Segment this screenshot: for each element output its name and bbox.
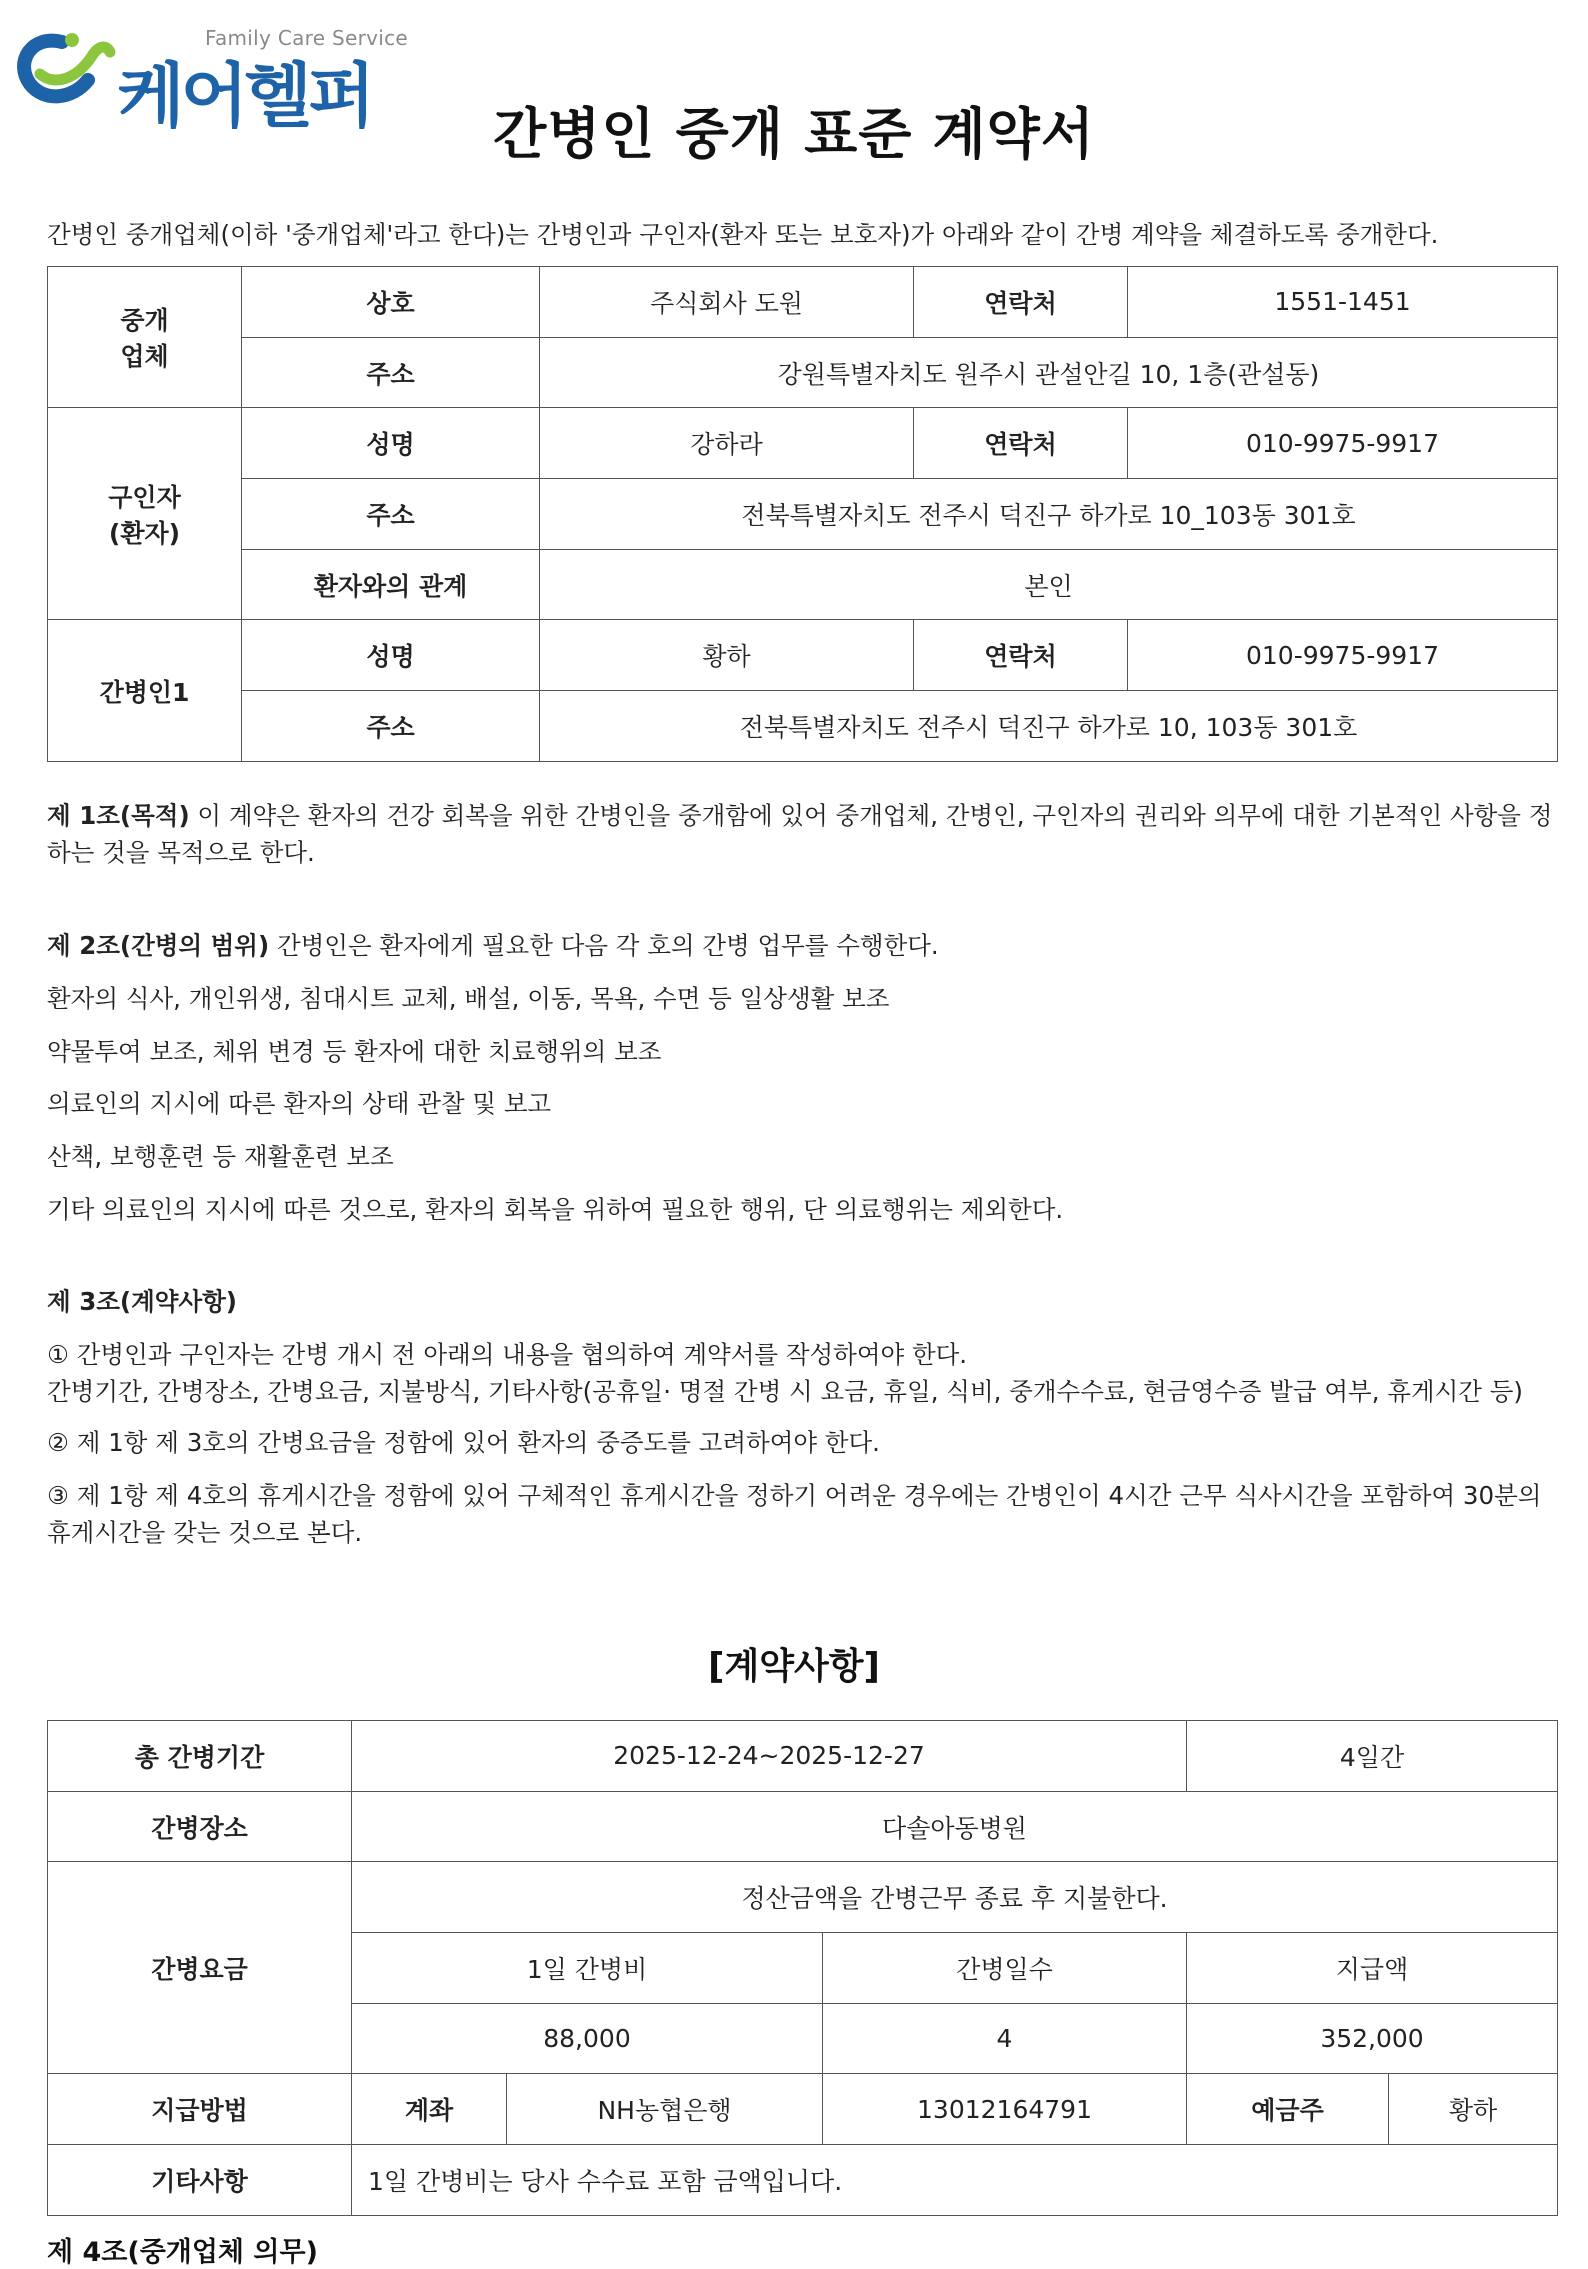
table-row	[48, 691, 1558, 762]
table-row	[48, 408, 1558, 479]
document-title: 간병인 중개 표준 계약서	[493, 102, 1095, 166]
caregiver-contact-label: 연락처	[914, 620, 1128, 691]
account-label: 계좌	[352, 2074, 507, 2145]
broker-label-line2: 업체	[120, 342, 169, 372]
period-label: 총 간병기간	[48, 1721, 352, 1792]
client-address-label: 주소	[242, 479, 540, 550]
parties-table	[47, 266, 1558, 762]
article-2-item: 산책, 보행훈련 등 재활훈련 보조	[47, 1142, 394, 1171]
broker-label-line1: 중개	[120, 306, 169, 336]
broker-section-label	[48, 267, 242, 408]
article-3-paragraph-3: ③ 제 1항 제 4호의 휴게시간을 정함에 있어 구체적인 휴게시간을 정하기 어려운 경우에는 간병인이 4시간 근무 식사시간을 포함하여 30분의 휴게시간을 갖는 것으로 본다.	[47, 1481, 1542, 1547]
article-4-heading-cut: 제 4조(중개업체 의무)	[47, 2237, 318, 2268]
fee-note: 정산금액을 간병근무 종료 후 지불한다.	[352, 1862, 1558, 1933]
client-contact-value: 010-9975-9917	[1128, 408, 1558, 479]
article-1-text: 이 계약은 환자의 건강 회복을 위한 간병인을 중개함에 있어 중개업체, 간병인, 구인자의 권리와 의무에 대한 기본적인 사항을 정하는 것을 목적으로 한다.	[47, 801, 1553, 867]
article-2-heading: 제 2조(간병의 범위)	[47, 931, 270, 960]
caregiver-contact-value: 010-9975-9917	[1128, 620, 1558, 691]
fee-label: 간병요금	[48, 1862, 352, 2074]
broker-contact-label: 연락처	[914, 267, 1128, 338]
place-label: 간병장소	[48, 1791, 352, 1862]
article-2-item: 의료인의 지시에 따른 환자의 상태 관찰 및 보고	[47, 1089, 552, 1118]
etc-value: 1일 간병비는 당사 수수료 포함 금액입니다.	[352, 2145, 1558, 2216]
client-section-label	[48, 408, 242, 620]
days-value: 4	[823, 2003, 1187, 2074]
caregiver-name-value: 황하	[540, 620, 914, 691]
contract-section-title: [계약사항]	[707, 1646, 880, 1687]
period-days: 4일간	[1187, 1721, 1558, 1792]
article-2-text: 간병인은 환자에게 필요한 다음 각 호의 간병 업무를 수행한다.	[269, 931, 939, 960]
article-1-heading: 제 1조(목적)	[47, 801, 190, 830]
broker-contact-value: 1551-1451	[1128, 267, 1558, 338]
client-relation-value: 본인	[540, 549, 1558, 620]
total-label: 지급액	[1187, 1933, 1558, 2004]
logo-brand: 케어헬퍼	[117, 55, 372, 137]
article-3-paragraph-1	[47, 1336, 1557, 1410]
article-3-heading-text: 제 3조(계약사항)	[47, 1287, 237, 1316]
holder-value: 황하	[1389, 2074, 1558, 2145]
caregiver-section-label: 간병인1	[48, 620, 242, 761]
bank-value: NH농협은행	[507, 2074, 823, 2145]
days-label: 간병일수	[823, 1933, 1187, 2004]
table-row	[48, 2074, 1558, 2145]
table-row	[48, 1791, 1558, 1862]
table-row	[48, 2145, 1558, 2216]
client-label-line1: 구인자	[108, 482, 181, 512]
table-row	[48, 479, 1558, 550]
table-row	[48, 1862, 1558, 1933]
intro-text: 간병인 중개업체(이하 '중개업체'라고 한다)는 간병인과 구인자(환자 또는 보호자)가 아래와 같이 간병 계약을 체결하도록 중개한다.	[47, 220, 1439, 249]
caregiver-name-label: 성명	[242, 620, 540, 691]
payment-label: 지급방법	[48, 2074, 352, 2145]
article-1	[47, 797, 1557, 871]
client-relation-label: 환자와의 관계	[242, 549, 540, 620]
article-3-p1-line1: ① 간병인과 구인자는 간병 개시 전 아래의 내용을 협의하여 계약서를 작성하여야 한다.	[47, 1340, 968, 1369]
article-2-item: 환자의 식사, 개인위생, 침대시트 교체, 배설, 이동, 목욕, 수면 등 일상생활 보조	[47, 984, 890, 1013]
etc-label: 기타사항	[48, 2145, 352, 2216]
period-value: 2025-12-24~2025-12-27	[352, 1721, 1187, 1792]
caregiver-address-value: 전북특별자치도 전주시 덕진구 하가로 10, 103동 301호	[540, 691, 1558, 762]
place-value: 다솔아동병원	[352, 1791, 1558, 1862]
total-value: 352,000	[1187, 2003, 1558, 2074]
client-address-value: 전북특별자치도 전주시 덕진구 하가로 10_103동 301호	[540, 479, 1558, 550]
broker-name-label: 상호	[242, 267, 540, 338]
table-row	[48, 267, 1558, 338]
article-2-item: 약물투여 보조, 체위 변경 등 환자에 대한 치료행위의 보조	[47, 1037, 662, 1066]
table-row	[48, 1721, 1558, 1792]
logo-tagline: Family Care Service	[205, 26, 408, 50]
article-3-heading	[47, 1283, 1557, 1320]
article-3-paragraph-2: ② 제 1항 제 3호의 간병요금을 정함에 있어 환자의 중증도를 고려하여야 한다.	[47, 1428, 880, 1457]
article-2-item: 기타 의료인의 지시에 따른 것으로, 환자의 회복을 위하여 필요한 행위, 단 의료행위는 제외한다.	[47, 1195, 1064, 1224]
account-number: 13012164791	[823, 2074, 1187, 2145]
table-row	[48, 620, 1558, 691]
broker-address-value: 강원특별자치도 원주시 관설안길 10, 1층(관설동)	[540, 337, 1558, 408]
caregiver-address-label: 주소	[242, 691, 540, 762]
daily-fee-label: 1일 간병비	[352, 1933, 823, 2004]
article-3-p1-line2: 간병기간, 간병장소, 간병요금, 지불방식, 기타사항(공휴일· 명절 간병 시 요금, 휴일, 식비, 중개수수료, 현금영수증 발급 여부, 휴게시간 등)	[47, 1377, 1523, 1406]
table-row	[48, 337, 1558, 408]
client-name-label: 성명	[242, 408, 540, 479]
client-contact-label: 연락처	[914, 408, 1128, 479]
broker-name-value: 주식회사 도원	[540, 267, 914, 338]
table-row	[48, 549, 1558, 620]
broker-address-label: 주소	[242, 337, 540, 408]
holder-label: 예금주	[1187, 2074, 1389, 2145]
daily-fee-value: 88,000	[352, 2003, 823, 2074]
contract-table	[47, 1720, 1558, 2216]
article-2	[47, 927, 1557, 964]
client-name-value: 강하라	[540, 408, 914, 479]
client-label-line2: (환자)	[108, 518, 181, 548]
